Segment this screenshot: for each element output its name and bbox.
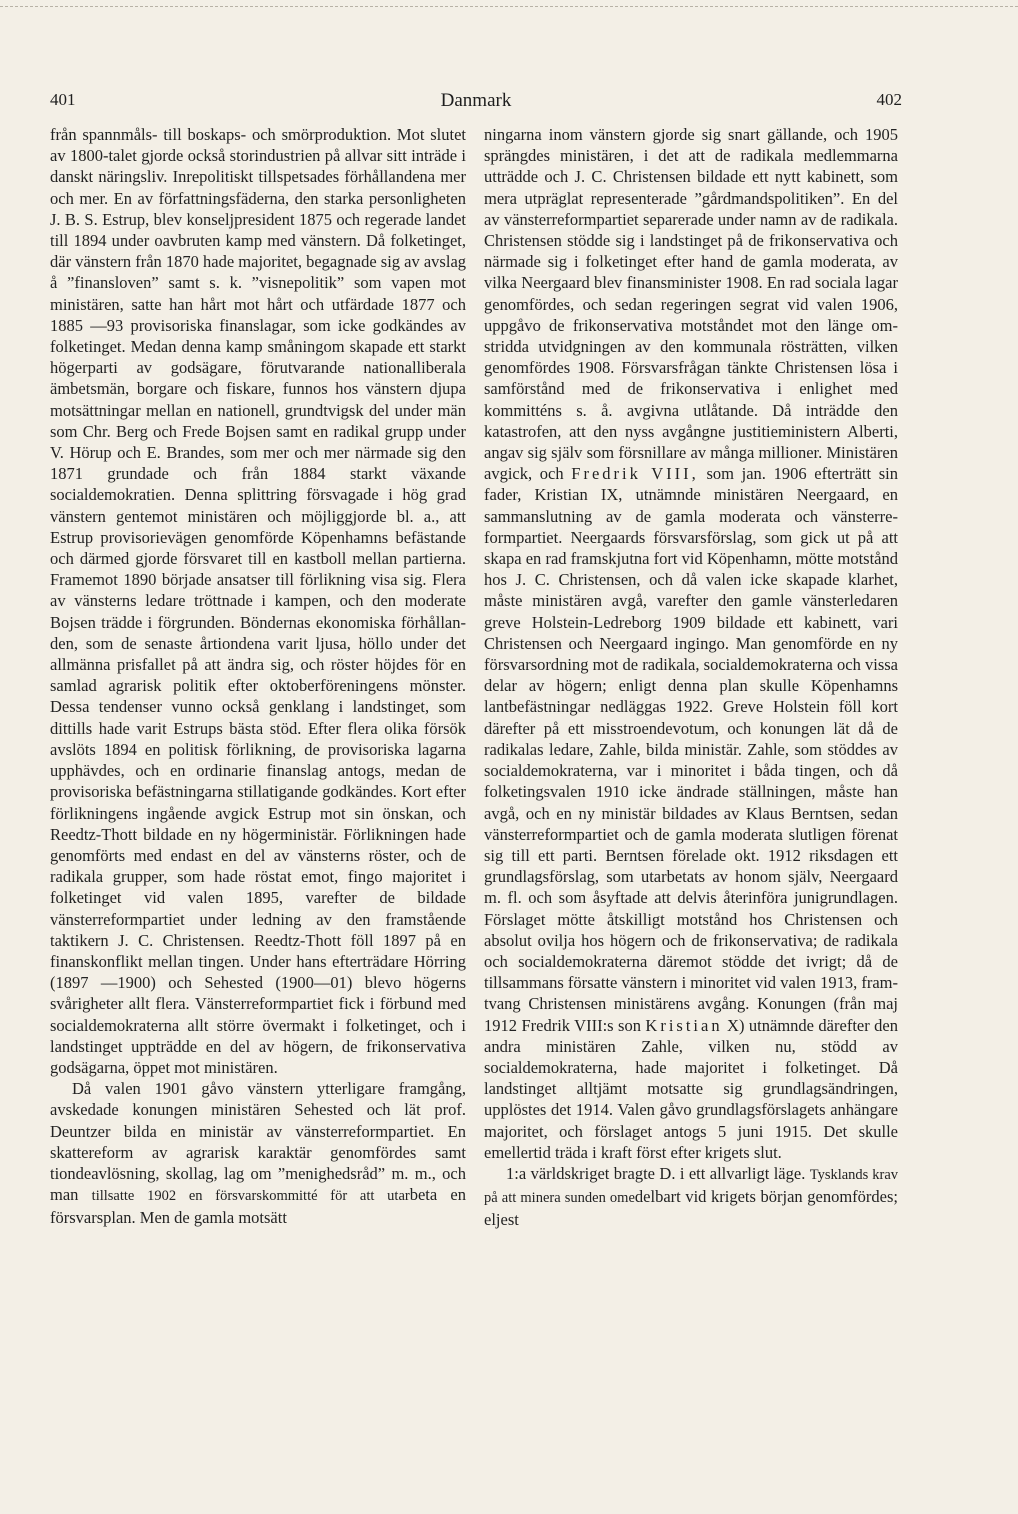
right-paragraph-1-end: X) utnämnde därefter den andra ministären Zahle, vilken nu, stödd av socialdemokraterna, hade majoritet i folketinget. Då landstinget alltjämt motsatte sig grundlagsändringen, upplöstes det 1914. Valen gåvo grundlagsförslagets anhängare majoritet, och förslaget antogs 5 juni 1915. Det skulle emellertid träda i kraft först efter krigets slut. — [484, 1015, 898, 1162]
left-paragraph-2 — [50, 1078, 466, 1228]
page-top-border — [0, 6, 1018, 7]
right-paragraph-2-small: Tysklands krav på att minera sunden ome — [484, 1166, 898, 1207]
right-paragraph-2-end: delbart vid krigets början genomfördes; eljest — [484, 1187, 899, 1230]
king-name-spaced-2: Kristian — [645, 1015, 723, 1035]
right-paragraph-2-text: 1:a världskriget bragte D. i ett allvarligt läge. — [506, 1163, 806, 1183]
left-paragraph-2-small: tillsatte 1902 en försvarskommitté för att utar — [91, 1188, 410, 1205]
left-paragraph-1: från spannmåls- till boskaps- och smörproduktion. Mot slutet av 1800-talet gjorde också storindustrien på allvar sitt inträde i danskt näringsliv. Inrepolitiskt tillspetsades förhållandena mer och mer. En av författningsfäderna, den starka personligheten J. B. S. Estrup, blev konseljpresident 1875 och regerade landet till 1894 under oavbruten kamp med vänstern. Då folketinget, där vänstern från 1870 hade majoritet, begagnade sig av avslag å ”finansloven” samt s. k. ”visnepolitik” som vapen mot ministären, satte han hårt mot hårt och utfärdade 1877 och 1885 —93 provisoriska finanslagar, som icke godkändes av folketinget. Medan denna kamp småningom skapade ett starkt högerparti av godsägare, förutvarande nationalliberala ämbetsmän, borgare och fiskare, funnos hos vänstern djupa motsättningar mellan en nationell, grundtvigsk del under män som Chr. Berg och Frede Bojsen samt en radikal grupp under V. Hörup och E. Brandes, som mer och mer närmade sig den 1871 grundade och från 1884 starkt växande socialdemokratien. Denna splittring försvagade i hög grad vänstern gentemot ministären och möjliggjorde bl. a., att Estrup provisorievägen genomförde Köpenhamns befästande och därmed gjorde försvaret till en kastboll mellan partierna. Framemot 1890 började ansatser till förlikning visa sig. Flera av vänsterns ledare tröttnade i kampen, och den moderate Bojsen trädde i förgrunden. Böndernas ekonomiska förhållanden, som de senaste årtiondena varit ljusa, höllo under det allmänna prisfallet på att ändra sig, och röster höjdes för en samlad agrarisk politik efter oktoberföreningens mönster. Dessa tendenser vunno också genklang i landstinget, som dittills hade varit Estrups bästa stöd. Efter flera olika försök avslöts 1894 en politisk förlikning, de provisoriska lagarna upphävdes, och en ordinarie finanslag antogs, medan de provisoriska befästningarna stillatigande godkändes. Kort efter förlikningens ingående avgick Estrup mot sin önskan, och Reedtz-Thott bildade en ny högerministär. Förlikningen hade genomförts med endast en del av vänsterns röster, och de radikala grupper, som hade röstat emot, fingo majoritet i folketinget vid valen 1895, varefter de bildade vänsterreformpartiet under ledning av den framstående taktikern J. C. Christensen. Reedtz-Thott föll 1897 på en finanskonflikt mellan tingen. Under hans efterträdare Hörring (1897 —1900) och Sehested (1900—01) blevo högerns svårigheter allt flera. Vänsterreformpartiet fick i förbund med socialdemokraterna allt större övermakt i folketinget, och i landstinget uppträdde en del av högern, de frikonservativa godsägarna, öppet mot ministären. — [50, 125, 467, 1077]
left-paragraph-2-end: beta en försvarsplan. Men de gamla motsätt — [50, 1185, 466, 1228]
right-paragraph-1 — [484, 124, 898, 1163]
right-paragraph-2 — [484, 1163, 898, 1231]
page-number-left: 401 — [50, 90, 76, 109]
running-header — [50, 90, 902, 116]
right-paragraph-1-text: ningarna inom vänstern gjorde sig snart gällande, och 1905 sprängdes ministären, i det att de radikala medlemmarna utträdde och J. C. Christensen bildade ett nytt kabinett, som mera utpräglat representerade ”gårdmandspolitiken”. En del av vänsterreformpartiet separerade under namn av de radikala. Christensen stödde sig i landstinget på de frikonservativa och närmade sig i folketinget efter hand de gamla moderata, av vilka Neergaard blev finansminister 1908. En rad sociala lagar genomfördes, och sedan regeringen segrat vid valen 1906, uppgåvo de frikonservativa motståndet mot den länge omstridda utvidgningen av den kommunala rösträtten, vilken genomfördes 1908. Försvarsfrågan tänkte Christensen lösa i samförstånd med de frikonservativa i enlighet med kommitténs s. å. avgivna utlåtande. Då inträdde den katastrofen, att den nyss avgångne justitieministern Alberti, angav sig själv som försnillare av många millioner. Ministären avgick, och — [484, 125, 898, 484]
right-column — [484, 124, 898, 1231]
right-paragraph-1-cont: som jan. 1906 efterträtt sin fader, Kristian IX, utnämnde ministären Neergaard, en sammanslutning av de gamla moderata och vänsterreformpartiet. Neergaards försvarsförslag, som gick ut på att skapa en rad framskjutna fort vid Köpenhamn, mötte motstånd hos J. C. Christensen, och då valen icke skapade klarhet, måste ministären avgå, varefter den gamle vänsterledaren greve Holstein-Ledreborg 1909 bildade ett kabinett, vari Christensen och Neergaard ingingo. Man genomförde en ny försvarsordning mot de radikala, socialdemokraterna och vissa delar av högern; enligt denna plan skulle Köpenhamns lantbefästningar nedläggas 1922. Greve Holstein föll kort därefter på ett misstroendevotum, och konungen lät då de radikalas ledare, Zahle, bilda ministär. Zahle, som stöddes av socialdemokraterna, var i minoritet i båda tingen, och då folketingsvalen 1910 icke ändrade ställningen, måste han avgå, och en ny ministär bildades av Klaus Berntsen, sedan vänsterreformpartiet och de gamla moderata slutligen förenat sig till ett parti. Berntsen förelade okt. 1912 riksdagen ett grundlagsförslag, som utarbetats av honom själv, Neergaard m. fl. och som åsyftade att delvis återinföra junigrundlagen. Förslaget mötte åtskilligt motstånd hos Christensen och absolut ovilja hos högern och de frikonservativa; de radikala och socialdemokraterna däremot stödde det ivrigt; då de tillsammans försatte vänstern i minoritet vid valen 1913, framtvang Christensen ministärens avgång. Konungen (från maj 1912 Fredrik VIII:s son — [484, 464, 899, 1035]
running-title: Danmark — [440, 90, 512, 111]
left-paragraph-2-text: Då valen 1901 gåvo vänstern ytterligare framgång, avskedade konungen ministären Sehested och lät prof. Deuntzer bilda en ministär av vänsterreformpartiet. En skattereform av agrarisk karaktär genomfördes samt tiondeavlösning, skollag, lag om ”menighedsråd” m. m., och man — [50, 1079, 466, 1205]
king-name-spaced: Fredrik VIII, — [571, 464, 699, 484]
page-number-right: 402 — [876, 90, 902, 109]
left-column — [50, 124, 466, 1229]
